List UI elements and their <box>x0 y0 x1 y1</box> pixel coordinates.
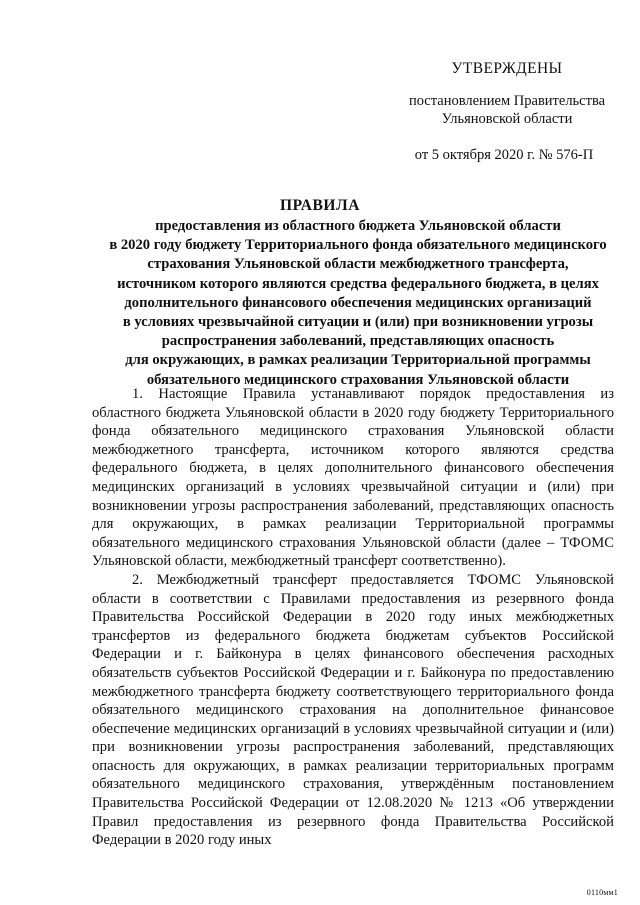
document-body <box>92 385 614 850</box>
subtitle-line: источником которого являются средства федерального бюджета, в целях <box>117 275 599 292</box>
subtitle-line: предоставления из областного бюджета Ульяновской области <box>155 218 561 234</box>
paragraph-1: 1. Настоящие Правила устанавливают порядок предоставления из областного бюджета Ульяновской области в 2020 году бюджету Территориального фонда обязательного медицинского страхования Ульяновской области межбюджетного трансферта, источником которого являются средства федерального бюджета, в целях дополнительного финансового обеспечения медицинских организаций в условиях чрезвычайной ситуации и (или) при возникновении угрозы распространения заболеваний, представляющих опасность для окружающих, в рамках реализации Территориальной программы обязательного медицинского страхования Ульяновской области (далее – ТФОМС Ульяновской области, межбюджетный трансферт соответственно). <box>92 386 614 570</box>
subtitle-line: в условиях чрезвычайной ситуации и (или) при возникновении угрозы <box>122 314 594 331</box>
document-subtitle <box>88 217 628 390</box>
subtitle-line: дополнительного финансового обеспечения медицинских организаций <box>124 294 592 311</box>
approved-by <box>392 92 622 128</box>
subtitle-line: в 2020 году бюджету Территориального фонда обязательного медицинского <box>109 237 607 254</box>
approved-by-line: Ульяновской области <box>441 111 573 127</box>
document-title: ПРАВИЛА <box>279 197 361 214</box>
subtitle-line: для окружающих, в рамках реализации Территориальной программы <box>125 352 591 369</box>
subtitle-line: обязательного медицинского страхования Ульяновской области <box>146 371 570 388</box>
subtitle-line: страхования Ульяновской области межбюджетного трансферта, <box>147 256 569 273</box>
footer-code: 0110мм1 <box>586 888 618 897</box>
approval-date-number: от 5 октября 2020 г. № 576-П <box>414 147 594 163</box>
approved-by-line: постановлением Правительства <box>408 93 606 109</box>
paragraph-2: 2. Межбюджетный трансферт предоставляется ТФОМС Ульяновской области в соответствии с Правилами предоставления из резервного фонда Правительства Российской Федерации в 2020 году иных межбюджетных трансфертов из федерального бюджета бюджетам субъектов Российской Федерации и г. Байконура в целях финансового обеспечения расходных обязательств субъектов Российской Федерации и г. Байконура по предоставлению межбюджетного трансферта бюджету соответствующего территориального фонда обязательного медицинского страхования на дополнительное финансовое обеспечение медицинских организаций в условиях чрезвычайной ситуации и (или) при возникновении угрозы распространения заболеваний, представляющих опасность для окружающих, в рамках реализации территориальных программ обязательного медицинского страхования, утверждённым постановлением Правительства Российской Федерации от 12.08.2020 № 1213 «Об утверждении Правил предоставления из резервного фонда Правительства Российской Федерации в 2020 году иных <box>92 571 614 849</box>
approved-heading: УТВЕРЖДЕНЫ <box>451 60 563 77</box>
subtitle-line: распространения заболеваний, представляющих опасность <box>161 333 555 350</box>
